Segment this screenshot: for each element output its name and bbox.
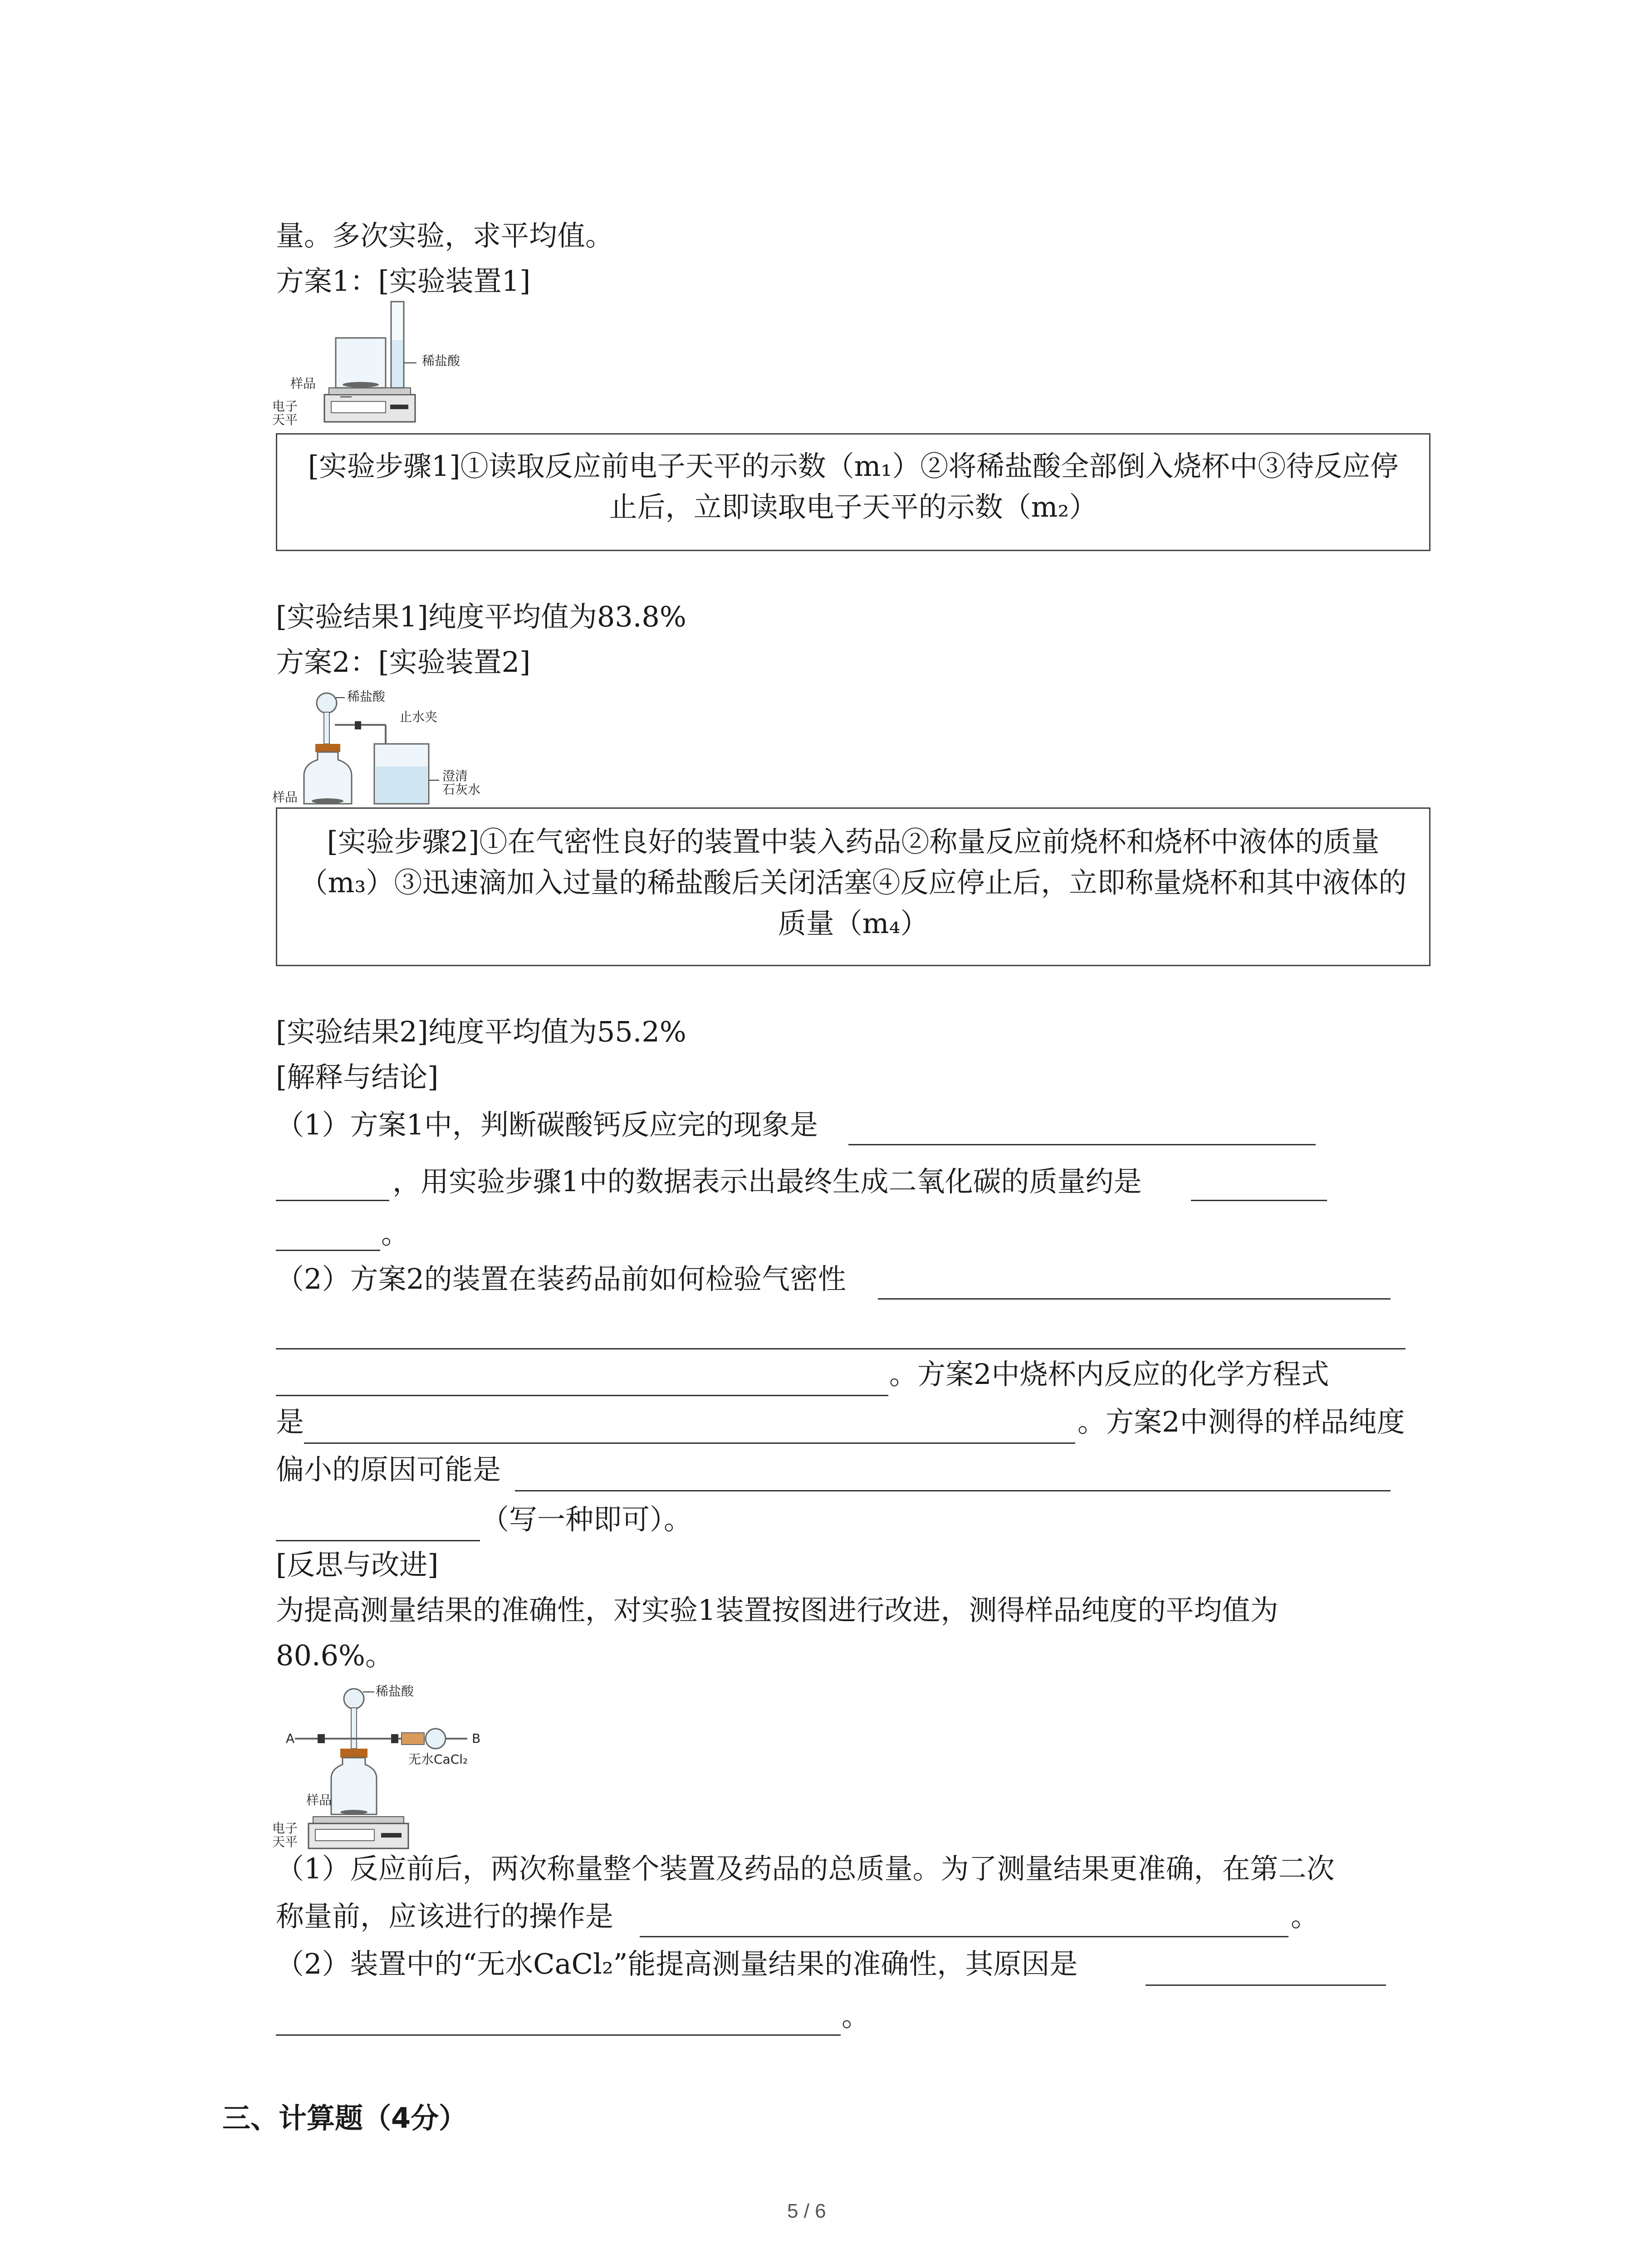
apparatus-2-diagram <box>272 689 508 807</box>
clamp-label: 止水夹 <box>399 709 438 724</box>
acid-label: 稀盐酸 <box>422 353 460 368</box>
acid-label: 稀盐酸 <box>347 689 386 704</box>
answer-blank[interactable] <box>1146 1984 1386 1986</box>
cacl2-label: 无水CaCl₂ <box>408 1752 468 1767</box>
step1-text: [实验步骤1]①读取反应前电子天平的示数（m₁）②将稀盐酸全部倒入烧杯中③待反应停止后，立即读取电子天平的示数（m₂） <box>308 450 1399 523</box>
balance-label-1: 电子 <box>272 399 298 414</box>
reflect-question-1c: 。 <box>1291 1900 1319 1933</box>
question-1b: ，用实验步骤1中的数据表示出最终生成二氧化碳的质量约是 <box>392 1165 1142 1198</box>
reflect-question-1b: 称量前，应该进行的操作是 <box>276 1900 614 1933</box>
question-2g: （写一种即可）。 <box>481 1503 692 1536</box>
sample-label: 样品 <box>290 376 316 391</box>
question-2c: 。方案2中烧杯内反应的化学方程式 <box>889 1358 1329 1391</box>
sample-label: 样品 <box>272 790 298 805</box>
apparatus-3-drawing <box>272 1681 526 1851</box>
reflect-heading: [反思与改进] <box>276 1548 439 1581</box>
answer-blank[interactable] <box>515 1490 1391 1491</box>
section-3-heading: 三、计算题（4分） <box>222 2102 467 2135</box>
answer-blank[interactable] <box>878 1298 1391 1300</box>
answer-blank[interactable] <box>848 1144 1316 1145</box>
answer-blank[interactable] <box>304 1442 1075 1444</box>
explain-heading: [解释与结论] <box>276 1061 439 1094</box>
improve-text-2: 80.6%。 <box>276 1639 393 1672</box>
port-a-label: A <box>286 1731 295 1746</box>
continued-text: 量。多次实验，求平均值。 <box>276 219 614 252</box>
reflect-question-2a: （2）装置中的“无水CaCl₂”能提高测量结果的准确性，其原因是 <box>276 1947 1078 1980</box>
answer-blank[interactable] <box>1191 1200 1327 1201</box>
reflect-question-2b: 。 <box>842 1999 870 2033</box>
answer-blank[interactable] <box>276 1250 380 1251</box>
answer-blank[interactable] <box>276 2034 841 2036</box>
question-2d: 是 <box>276 1405 304 1438</box>
answer-blank[interactable] <box>276 1200 389 1201</box>
result1-text: [实验结果1]纯度平均值为83.8% <box>276 600 686 633</box>
question-2f: 偏小的原因可能是 <box>276 1453 501 1486</box>
answer-blank[interactable] <box>276 1348 1406 1349</box>
plan2-heading: 方案2：[实验装置2] <box>276 645 531 679</box>
balance-label-2: 天平 <box>272 1834 298 1849</box>
answer-blank[interactable] <box>276 1540 480 1541</box>
page-number: 5 / 6 <box>787 2200 826 2222</box>
answer-blank[interactable] <box>640 1936 1288 1937</box>
sample-label: 样品 <box>306 1793 332 1808</box>
question-2e: 。方案2中测得的样品纯度 <box>1078 1405 1405 1438</box>
plan1-heading: 方案1：[实验装置1] <box>276 264 531 298</box>
port-b-label: B <box>472 1731 481 1746</box>
step2-box <box>276 807 1430 966</box>
improve-text-1: 为提高测量结果的准确性，对实验1装置按图进行改进，测得样品纯度的平均值为 <box>276 1593 1279 1627</box>
balance-label-1: 电子 <box>272 1821 298 1836</box>
question-1c: 。 <box>381 1217 410 1250</box>
question-2a: （2）方案2的装置在装药品前如何检验气密性 <box>276 1262 846 1295</box>
reflect-question-1a: （1）反应前后，两次称量整个装置及药品的总质量。为了测量结果更准确，在第二次 <box>276 1852 1335 1885</box>
answer-blank[interactable] <box>276 1395 888 1396</box>
step1-box <box>276 433 1430 551</box>
apparatus-3-diagram <box>272 1681 526 1851</box>
lime-label-2: 石灰水 <box>442 782 481 797</box>
lime-label-1: 澄清 <box>442 768 468 783</box>
step2-text: [实验步骤2]①在气密性良好的装置中装入药品②称量反应前烧杯和烧杯中液体的质量（m₃）③迅速滴加入过量的稀盐酸后关闭活塞④反应停止后，立即称量烧杯和其中液体的质量（m₄） <box>299 825 1407 940</box>
balance-label-2: 天平 <box>272 412 298 427</box>
apparatus-1-diagram <box>272 299 463 431</box>
acid-label: 稀盐酸 <box>376 1684 414 1699</box>
result2-text: [实验结果2]纯度平均值为55.2% <box>276 1015 686 1048</box>
question-1a: （1）方案1中，判断碳酸钙反应完的现象是 <box>276 1108 818 1141</box>
